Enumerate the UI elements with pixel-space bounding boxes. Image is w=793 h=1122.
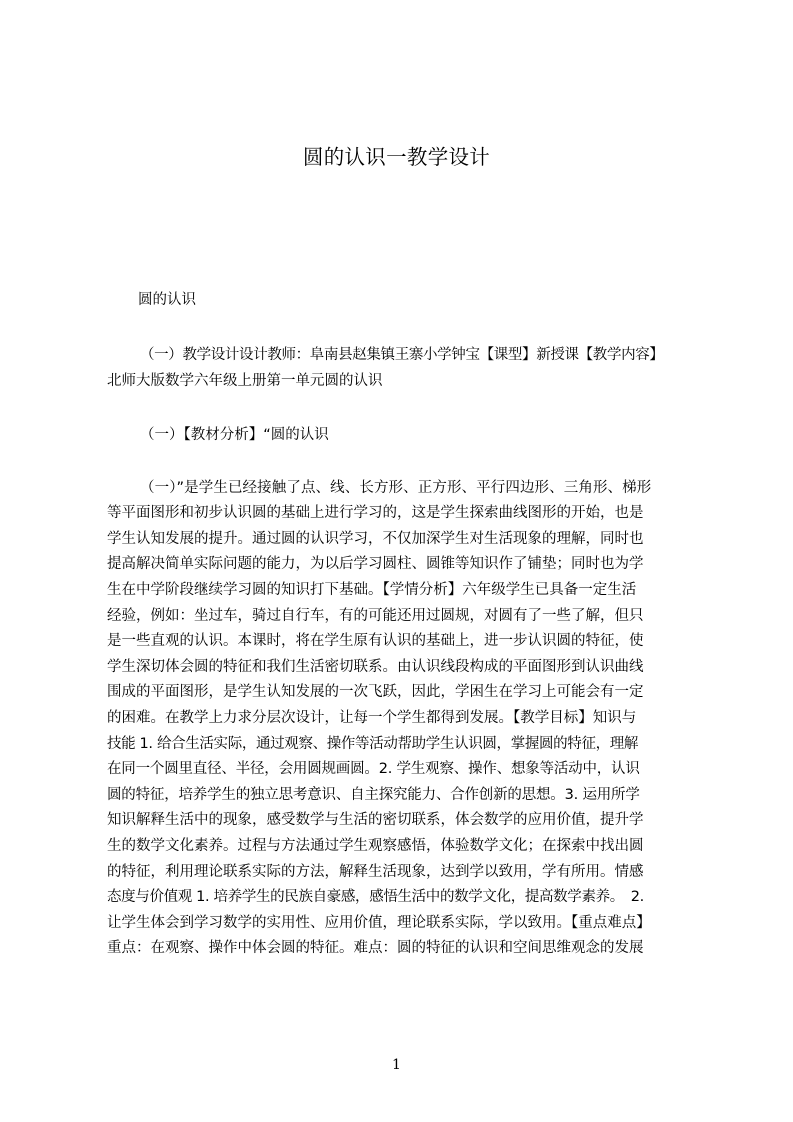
paragraph-3-line-3: 学生认知发展的提升。通过圆的认识学习，不仅加深学生对生活现象的理解，同时也 [107, 531, 644, 547]
paragraph-2-line-1: （一）【教材分析】“圆的认识 [140, 427, 329, 443]
paragraph-3-line-9: 围成的平面图形，是学生认知发展的一次飞跃，因此，学困生在学习上可能会有一定 [107, 684, 644, 700]
paragraph-3-line-12: 在同一个圆里直径、半径，会用圆规画圆。2. 学生观察、操作、想象等活动中，认识 [107, 761, 640, 777]
paragraph-3-line-18: 让学生体会到学习数学的实用性、应用价值，理论联系实际，学以致用。【重点难点】 [107, 915, 651, 931]
paragraph-3-line-13: 圆的特征，培养学生的独立思考意识、自主探究能力、合作创新的思想。3. 运用所学 [107, 787, 640, 803]
paragraph-3-line-14: 知识解释生活中的现象，感受数学与生活的密切联系，体会数学的应用价值，提升学 [107, 812, 644, 828]
paragraph-1-line-2: 北师大版数学六年级上册第一单元圆的认识 [107, 373, 383, 389]
page-number: 1 [392, 1057, 401, 1073]
paragraph-3-line-7: 是一些直观的认识。本课时，将在学生原有认识的基础上，进一步认识圆的特征，使 [107, 633, 644, 649]
paragraph-3-line-15: 生的数学文化素养。过程与方法通过学生观察感悟，体验数学文化；在探索中找出圆 [107, 838, 644, 854]
paragraph-3-line-1: （一）”是学生已经接触了点、线、长方形、正方形、平行四边形、三角形、梯形 [140, 480, 652, 496]
paragraph-1-line-1: （一）教学设计设计教师：阜南县赵集镇王寨小学钟宝【课型】新授课【教学内容】 [140, 347, 664, 363]
paragraph-3-line-11: 技能 1. 给合生活实际，通过观察、操作等活动帮助学生认识圆，掌握圆的特征，理解 [107, 736, 639, 752]
paragraph-3-line-5: 生在中学阶段继续学习圆的知识打下基础。【学情分析】六年级学生已具备一定生活 [107, 582, 637, 598]
section-heading: 圆的认识 [138, 292, 196, 308]
paragraph-3-line-4: 提高解决简单实际问题的能力，为以后学习圆柱、圆锥等知识作了铺垫；同时也为学 [107, 556, 644, 572]
document-title: 圆的认识一教学设计 [302, 145, 491, 169]
paragraph-3-line-19: 重点：在观察、操作中体会圆的特征。难点：圆的特征的认识和空间思维观念的发展 [107, 940, 644, 956]
paragraph-3-line-17: 态度与价值观 1. 培养学生的民族自豪感，感悟生活中的数学文化，提高数学素养。 2. [107, 889, 644, 905]
paragraph-3-line-6: 经验，例如：坐过车，骑过自行车，有的可能还用过圆规，对圆有了一些了解，但只 [107, 608, 644, 624]
paragraph-3-line-16: 的特征，利用理论联系实际的方法，解释生活现象，达到学以致用，学有所用。情感 [107, 864, 644, 880]
paragraph-3-line-8: 学生深切体会圆的特征和我们生活密切联系。由认识线段构成的平面图形到认识曲线 [107, 659, 644, 675]
paragraph-3-line-2: 等平面图形和初步认识圆的基础上进行学习的，这是学生探索曲线图形的开始，也是 [107, 505, 644, 521]
paragraph-3-line-10: 的困难。在教学上力求分层次设计，让每一个学生都得到发展。【教学目标】知识与 [107, 710, 637, 726]
